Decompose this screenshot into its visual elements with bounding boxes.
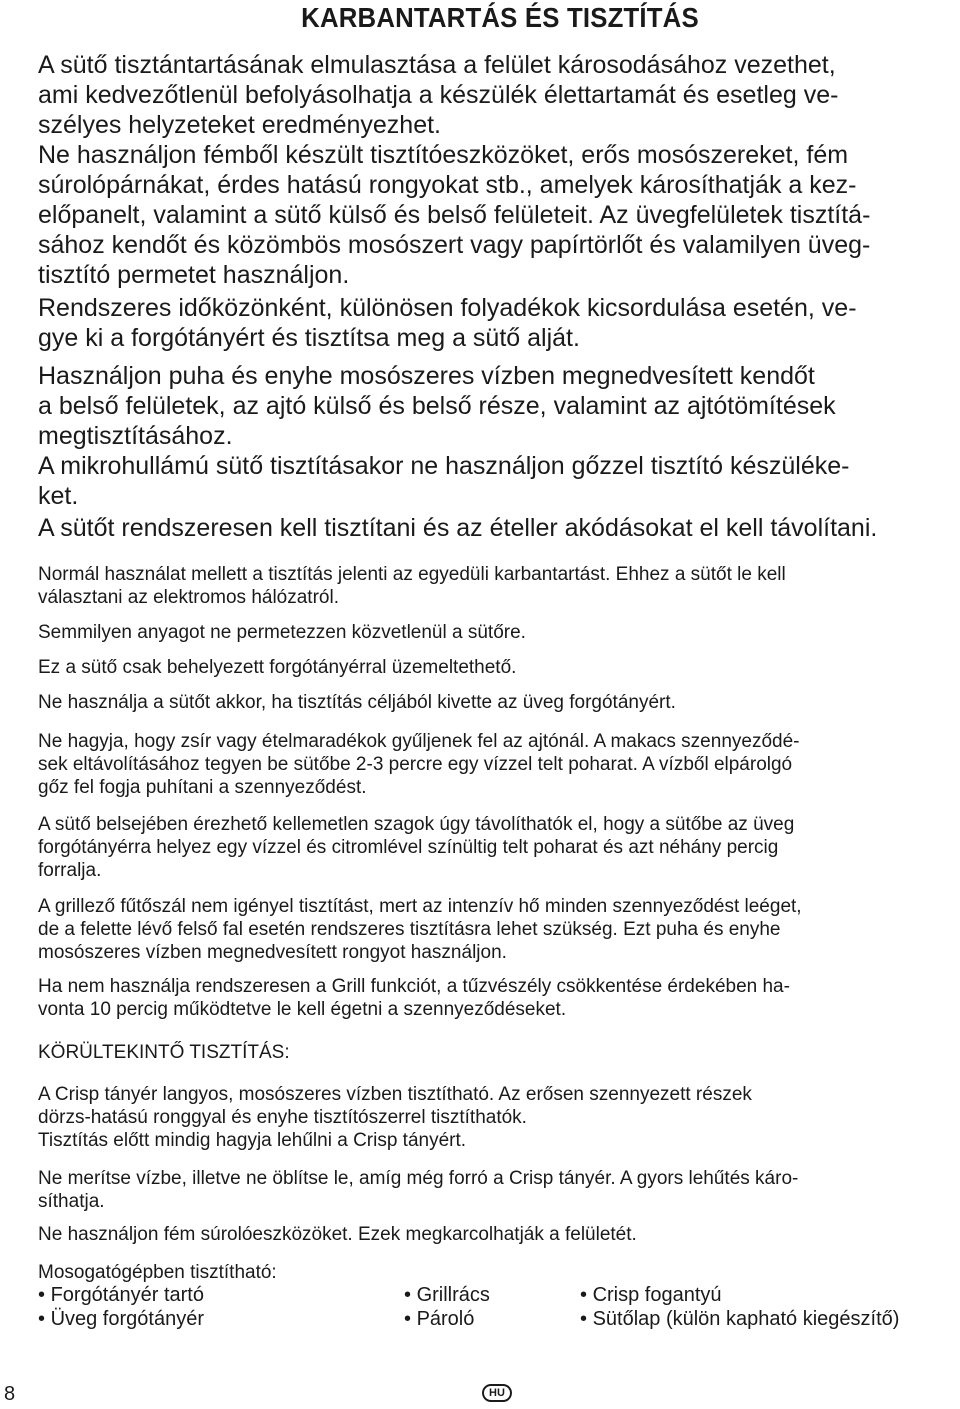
list-item: • Üveg forgótányér bbox=[38, 1307, 204, 1331]
dishwasher-heading: Mosogatógépben tisztítható: bbox=[38, 1262, 277, 1283]
turntable-removed-paragraph: Ne használja a sütőt akkor, ha tisztítás céljából kivette az üveg forgótányért. bbox=[38, 692, 676, 713]
list-item: • Forgótányér tartó bbox=[38, 1283, 204, 1307]
steam-cleaner-paragraph: A mikrohullámú sütő tisztításakor ne használjon gőzzel tisztító készüléke- ket. bbox=[38, 452, 850, 510]
odor-paragraph: A sütő belsejében érezhető kellemetlen szagok úgy távolíthatók el, hogy a sütőbe az üveg forgótányérra helyez egy vízzel és citromlével színültig telt poharat és azt néhány percig forralja. bbox=[38, 814, 795, 881]
grill-burnoff-paragraph: Ha nem használja rendszeresen a Grill funkciót, a tűzvészély csökkentése érdekében ha- vonta 10 percig működtetve le kell égetni a szennyeződéseket. bbox=[38, 976, 790, 1020]
turntable-paragraph: Rendszeres időközönként, különösen folyadékok kicsordulása esetén, ve- gye ki a forgótányért és tisztítsa meg a sütő alját. bbox=[38, 294, 857, 352]
crisp-plate-paragraph: A Crisp tányér langyos, mosószeres vízben tisztítható. Az erősen szennyezett részek dörzs-hatású ronggyal és enyhe tisztítószerrel tisztíthatók. Tisztítás előtt mindig hagyja lehűlni a Crisp tányért. bbox=[38, 1084, 752, 1151]
list-item: • Pároló bbox=[404, 1307, 490, 1331]
dishwasher-list-column-2 bbox=[404, 1283, 490, 1331]
turntable-required-paragraph: Ez a sütő csak behelyezett forgótányérral üzemeltethető. bbox=[38, 657, 517, 678]
no-scourers-paragraph: Ne használjon fém súrolóeszközöket. Ezek megkarcolhatják a felületét. bbox=[38, 1224, 637, 1245]
list-item: • Crisp fogantyú bbox=[580, 1283, 899, 1307]
no-spray-paragraph: Semmilyen anyagot ne permetezzen közvetlenül a sütőre. bbox=[38, 622, 526, 643]
page-title: KARBANTARTÁS ÉS TISZTÍTÁS bbox=[301, 2, 699, 33]
maintenance-paragraph: Normál használat mellett a tisztítás jelenti az egyedüli karbantartást. Ehhez a sütőt le kell választani az elektromos hálózatról. bbox=[38, 564, 786, 608]
intro-paragraph: A sütő tisztántartásának elmulasztása a felület károsodásához vezethet, ami kedvezőtlenül befolyásolhatja a készülék élettartamát és esetleg ve- szélyes helyzeteket eredményezhet. Ne használjon fémből készült tisztítóeszközöket, erős mosószereket, fém súrolópárnákat, érdes hatású rongyokat stb., amelyek károsíthatják a kez- előpanelt, valamint a sütő külső és belső felületeit. Az üvegfelületek tisztítá- sához kendőt és közömbös mosószert vagy papírtörlőt és valamilyen üveg- tisztító permetet használjon. bbox=[38, 51, 871, 289]
regular-cleaning-paragraph: A sütőt rendszeresen kell tisztítani és az ételler akódásokat el kell távolítani. bbox=[38, 514, 878, 542]
careful-cleaning-heading: KÖRÜLTEKINTŐ TISZTÍTÁS: bbox=[38, 1042, 290, 1063]
crisp-immerse-paragraph: Ne merítse vízbe, illetve ne öblítse le, amíg még forró a Crisp tányér. A gyors lehűtés káro- síthatja. bbox=[38, 1168, 799, 1212]
soft-cloth-paragraph: Használjon puha és enyhe mosószeres vízben megnedvesített kendőt a belső felületek, az ajtó külső és belső része, valamint az ajtótömítések megtisztításához. bbox=[38, 362, 836, 450]
grill-element-paragraph: A grillező fűtőszál nem igényel tisztítást, mert az intenzív hő minden szennyeződést leéget, de a felette lévő felső fal esetén rendszeres tisztításra lehet szükség. Ezt puha és enyhe mosószeres vízben megnedvesített rongyot használjon. bbox=[38, 896, 802, 963]
dishwasher-list-column-1 bbox=[38, 1283, 204, 1331]
list-item: • Sütőlap (külön kapható kiegészítő) bbox=[580, 1307, 899, 1331]
page-number: 8 bbox=[4, 1383, 16, 1405]
dishwasher-list-column-3 bbox=[580, 1283, 899, 1331]
language-badge: HU bbox=[482, 1384, 512, 1402]
list-item: • Grillrács bbox=[404, 1283, 490, 1307]
grease-paragraph: Ne hagyja, hogy zsír vagy ételmaradékok gyűljenek fel az ajtónál. A makacs szennyeződé- sek eltávolításához tegyen be sütőbe 2-3 percre egy vízzel telt poharat. A vízből elpárolgó gőz fel fogja puhítani a szennyeződést. bbox=[38, 731, 800, 798]
